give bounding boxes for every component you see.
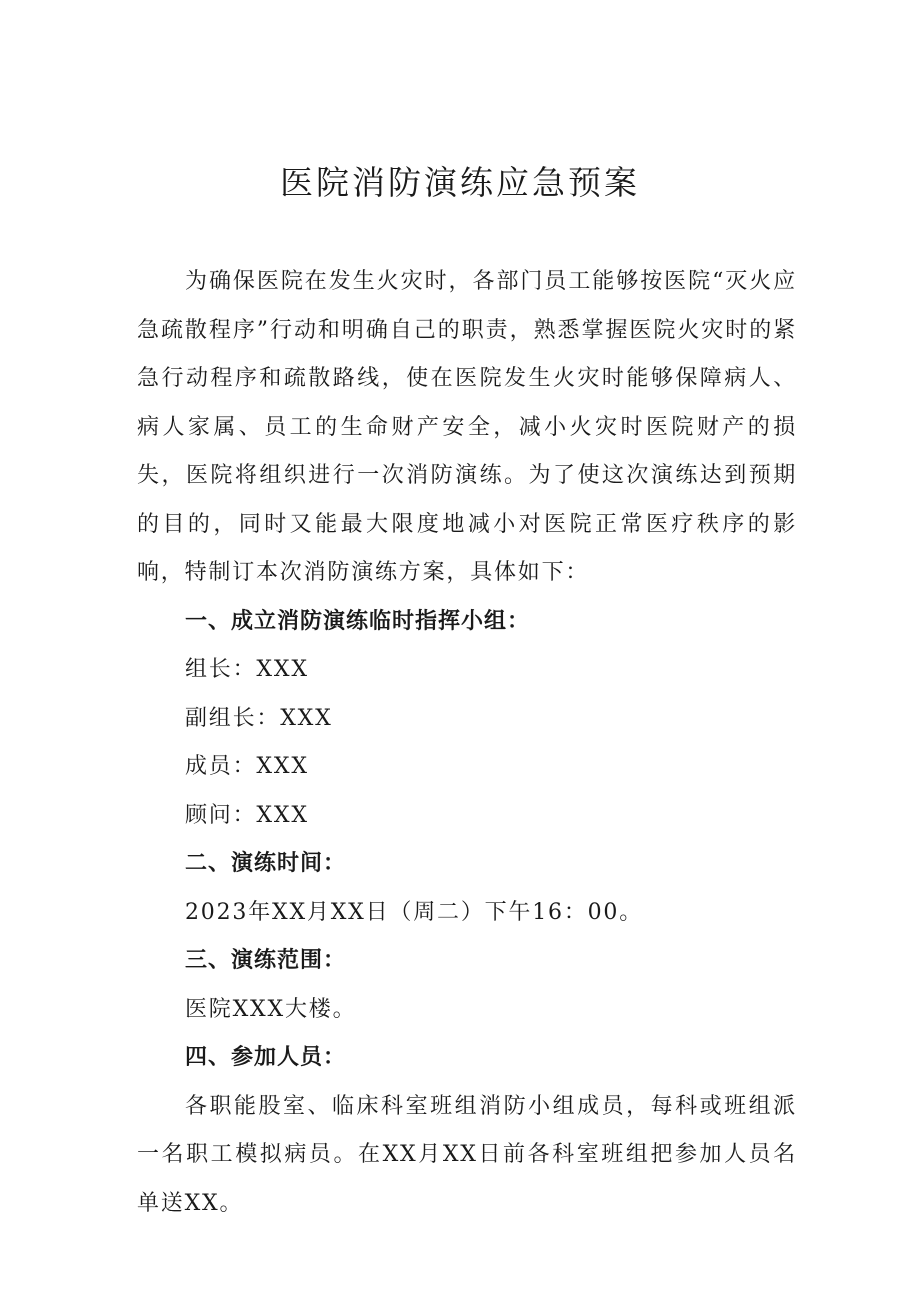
section-drill-time (137, 840, 797, 937)
document-title: 医院消防演练应急预案 (280, 163, 640, 202)
drill-scope-line: 医院XXX大楼。 (185, 996, 357, 1022)
deputy-leader-line: 副组长：XXX (185, 705, 333, 731)
participants-paragraph: 各职能股室、临床科室班组消防小组成员，每科或班组派一名职工模拟病员。在XX月XX日前各科室班组把参加人员名单送XX。 (137, 1093, 797, 1216)
section-drill-scope (137, 937, 797, 1034)
section-participants (137, 1034, 797, 1228)
document-body (137, 258, 797, 1228)
members-line: 成员：XXX (185, 754, 309, 779)
group-leader-line: 组长：XXX (185, 657, 309, 682)
section-heading: 二、演练时间： (185, 851, 347, 876)
section-command-group (137, 598, 797, 841)
section-heading: 四、参加人员： (185, 1045, 347, 1070)
drill-time-line: 2023年XX月XX日（周二）下午16：00。 (185, 899, 644, 925)
section-heading: 一、成立消防演练临时指挥小组： (185, 608, 531, 634)
intro-paragraph: 为确保医院在发生火灾时，各部门员工能够按医院“灭火应急疏散程序”行动和明确自己的职责，熟悉掌握医院火灾时的紧急行动程序和疏散路线，使在医院发生火灾时能够保障病人、病人家属、员工的生命财产安全，减小火灾时医院财产的损失，医院将组织进行一次消防演练。为了使这次演练达到预期的目的，同时又能最大限度地减小对医院正常医疗秩序的影响，特制订本次消防演练方案，具体如下： (137, 269, 797, 585)
advisor-line: 顾问：XXX (185, 802, 309, 828)
section-heading: 三、演练范围： (185, 948, 347, 973)
